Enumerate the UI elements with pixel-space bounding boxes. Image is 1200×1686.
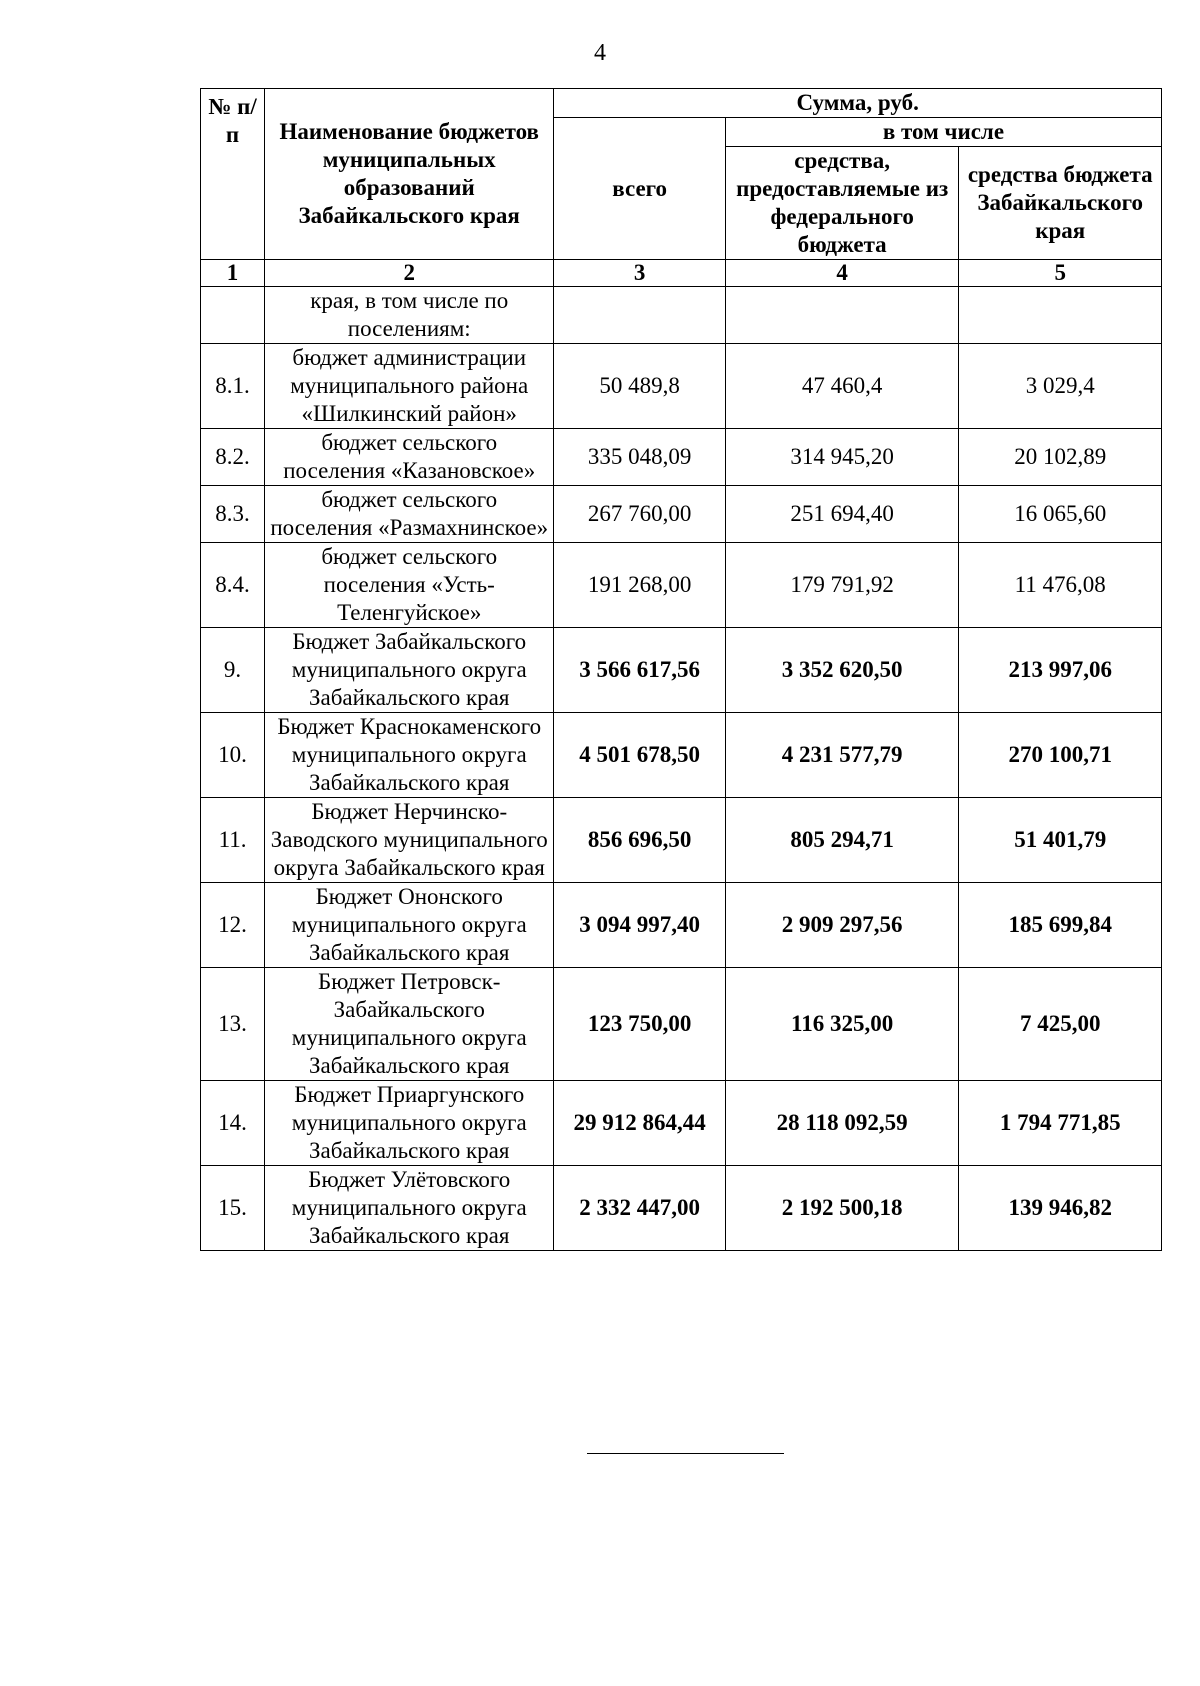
row-federal: 28 118 092,59 — [725, 1081, 959, 1166]
row-federal: 2 192 500,18 — [725, 1166, 959, 1251]
row-number: 14. — [201, 1081, 265, 1166]
table-row — [201, 798, 1162, 883]
row-total: 2 332 447,00 — [554, 1166, 726, 1251]
row-name: Бюджет Ононского муниципального округа Забайкальского края — [265, 883, 554, 968]
row-name: Бюджет Улётовского муниципального округа Забайкальского края — [265, 1166, 554, 1251]
table-row — [201, 543, 1162, 628]
row-total: 3 566 617,56 — [554, 628, 726, 713]
row-regional: 11 476,08 — [959, 543, 1162, 628]
column-index: 1 — [201, 260, 265, 287]
row-federal: 116 325,00 — [725, 968, 959, 1081]
row-number: 8.3. — [201, 486, 265, 543]
row-total: 267 760,00 — [554, 486, 726, 543]
row-name: Бюджет Петровск-Забайкальского муниципального округа Забайкальского края — [265, 968, 554, 1081]
row-number: 8.4. — [201, 543, 265, 628]
row-total: 3 094 997,40 — [554, 883, 726, 968]
row-number: 9. — [201, 628, 265, 713]
row-regional: 20 102,89 — [959, 429, 1162, 486]
row-regional: 51 401,79 — [959, 798, 1162, 883]
closing-line — [587, 1453, 784, 1454]
row-federal: 314 945,20 — [725, 429, 959, 486]
header-sum: Сумма, руб. — [554, 89, 1162, 118]
row-regional: 139 946,82 — [959, 1166, 1162, 1251]
header-regional: средства бюджета Забайкальского края — [959, 147, 1162, 260]
row-total: 4 501 678,50 — [554, 713, 726, 798]
row-regional: 1 794 771,85 — [959, 1081, 1162, 1166]
page-number: 4 — [594, 40, 606, 66]
row-number: 10. — [201, 713, 265, 798]
row-total: 50 489,8 — [554, 344, 726, 429]
row-federal: 805 294,71 — [725, 798, 959, 883]
row-number — [201, 287, 265, 344]
row-name: края, в том числе по поселениям: — [265, 287, 554, 344]
row-federal: 4 231 577,79 — [725, 713, 959, 798]
table-row — [201, 628, 1162, 713]
table-row — [201, 968, 1162, 1081]
row-number: 8.1. — [201, 344, 265, 429]
table-row — [201, 486, 1162, 543]
row-number: 8.2. — [201, 429, 265, 486]
row-name: бюджет сельского поселения «Размахнинское» — [265, 486, 554, 543]
column-index: 2 — [265, 260, 554, 287]
row-number: 11. — [201, 798, 265, 883]
row-total: 29 912 864,44 — [554, 1081, 726, 1166]
row-total — [554, 287, 726, 344]
row-regional: 16 065,60 — [959, 486, 1162, 543]
row-regional: 3 029,4 — [959, 344, 1162, 429]
row-federal: 251 694,40 — [725, 486, 959, 543]
table-row — [201, 1081, 1162, 1166]
column-index: 3 — [554, 260, 726, 287]
row-total: 191 268,00 — [554, 543, 726, 628]
row-number: 15. — [201, 1166, 265, 1251]
row-regional — [959, 287, 1162, 344]
row-federal: 47 460,4 — [725, 344, 959, 429]
row-total: 123 750,00 — [554, 968, 726, 1081]
row-name: Бюджет Нерчинско-Заводского муниципального округа Забайкальского края — [265, 798, 554, 883]
row-name: бюджет сельского поселения «Усть-Теленгуйское» — [265, 543, 554, 628]
header-including: в том числе — [725, 118, 1161, 147]
table-row — [201, 713, 1162, 798]
row-federal — [725, 287, 959, 344]
header-total: всего — [554, 118, 726, 260]
row-name: Бюджет Забайкальского муниципального округа Забайкальского края — [265, 628, 554, 713]
budget-table — [200, 88, 1162, 1251]
row-regional: 270 100,71 — [959, 713, 1162, 798]
table-row — [201, 287, 1162, 344]
row-federal: 2 909 297,56 — [725, 883, 959, 968]
row-total: 856 696,50 — [554, 798, 726, 883]
row-number: 13. — [201, 968, 265, 1081]
header-federal: средства, предоставляемые из федерального бюджета — [725, 147, 959, 260]
table-header — [201, 89, 1162, 287]
table-row — [201, 429, 1162, 486]
row-regional: 213 997,06 — [959, 628, 1162, 713]
row-name: бюджет сельского поселения «Казановское» — [265, 429, 554, 486]
table-row — [201, 1166, 1162, 1251]
row-federal: 3 352 620,50 — [725, 628, 959, 713]
table-row — [201, 344, 1162, 429]
table-row — [201, 883, 1162, 968]
row-regional: 7 425,00 — [959, 968, 1162, 1081]
row-number: 12. — [201, 883, 265, 968]
column-index-row — [201, 260, 1162, 287]
column-index: 5 — [959, 260, 1162, 287]
column-index: 4 — [725, 260, 959, 287]
row-regional: 185 699,84 — [959, 883, 1162, 968]
header-name: Наименование бюджетов муниципальных образований Забайкальского края — [265, 89, 554, 260]
row-name: Бюджет Приаргунского муниципального округа Забайкальского края — [265, 1081, 554, 1166]
header-num: № п/п — [201, 89, 265, 260]
row-name: Бюджет Краснокаменского муниципального округа Забайкальского края — [265, 713, 554, 798]
row-federal: 179 791,92 — [725, 543, 959, 628]
row-total: 335 048,09 — [554, 429, 726, 486]
row-name: бюджет администрации муниципального района «Шилкинский район» — [265, 344, 554, 429]
table-body — [201, 287, 1162, 1251]
